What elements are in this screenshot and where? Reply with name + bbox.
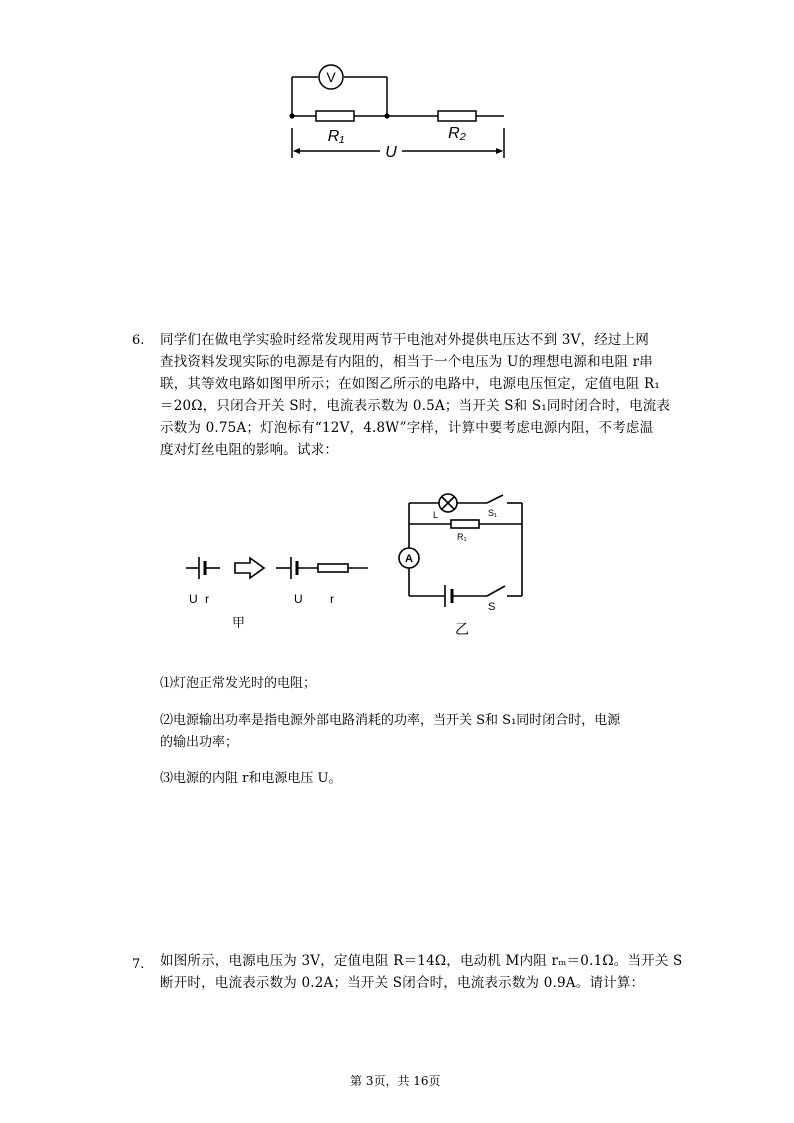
yi-s-label: S	[488, 601, 496, 613]
top-circuit-figure	[280, 60, 520, 165]
jia-r-label: r	[205, 592, 209, 606]
jia-caption: 甲	[232, 615, 246, 630]
question-6-number: 6.	[132, 333, 145, 348]
resistor-r-icon	[318, 564, 348, 572]
yi-s1-label: S₁	[488, 508, 498, 518]
switch-s1-icon	[487, 495, 503, 503]
question-7-line: 断开时，电流表示数为 0.2A；当开关 S闭合时，电流表示数为 0.9A。请计算：	[160, 975, 645, 991]
question-7-line: 如图所示，电源电压为 3V，定值电阻 R＝14Ω，电动机 M内阻 rₘ＝0.1Ω。当开关 S	[160, 953, 683, 969]
question-6-line: ＝20Ω，只闭合开关 S时，电流表示数为 0.5A；当开关 S和 S₁同时闭合时，电流表	[160, 398, 671, 414]
r1-label: R₁	[327, 128, 345, 145]
yi-caption: 乙	[455, 621, 469, 637]
question-6-sub-2	[160, 710, 620, 754]
question-6-line: 同学们在做电学实验时经常发现用两节干电池对外提供电压达不到 3V，经过上网	[160, 332, 650, 348]
question-7-text	[160, 950, 683, 994]
question-6-line: 示数为 0.75A；灯泡标有“12V，4.8W”字样，计算中要考虑电源内阻，不考虑温	[160, 420, 654, 436]
arrow-right-icon	[235, 558, 264, 578]
resistor-r2-icon	[438, 111, 476, 121]
page-footer: 第 3页，共 16页	[350, 1074, 441, 1088]
jia-u2-label: U	[294, 592, 303, 606]
yi-r1-label: R₁	[457, 532, 467, 542]
figure-yi	[395, 488, 535, 638]
switch-s-icon	[487, 586, 505, 596]
resistor-r1-icon	[316, 111, 354, 121]
voltmeter-label: V	[326, 69, 336, 85]
question-6-line: 度对灯丝电阻的影响。试求：	[160, 442, 339, 458]
resistor-r1-icon	[451, 520, 479, 528]
question-6-text	[160, 329, 670, 461]
yi-ammeter-label: A	[405, 553, 413, 565]
question-6-sub-2-line: ⑵电源输出功率是指电源外部电路消耗的功率，当开关 S和 S₁同时闭合时，电源	[160, 713, 621, 728]
question-6-sub-2-line: 的输出功率；	[160, 735, 239, 750]
question-6-sub-3: ⑶电源的内阻 r和电源电压 U。	[160, 771, 342, 786]
r2-label: R₂	[448, 125, 466, 142]
question-6-line: 查找资料发现实际的电源是有内阻的，相当于一个电压为 U的理想电源和电阻 r串	[160, 354, 654, 370]
question-6-sub-1: ⑴灯泡正常发光时的电阻；	[160, 676, 317, 691]
question-6-line: 联，其等效电路如图甲所示；在如图乙所示的电路中，电源电压恒定，定值电阻 R₁	[160, 376, 660, 392]
yi-lamp-label: L	[433, 510, 439, 520]
jia-r2-label: r	[330, 592, 334, 606]
jia-u-label: U	[189, 592, 198, 606]
u-label: U	[385, 144, 397, 161]
question-7-number: 7.	[132, 957, 145, 972]
figure-jia	[180, 545, 380, 640]
